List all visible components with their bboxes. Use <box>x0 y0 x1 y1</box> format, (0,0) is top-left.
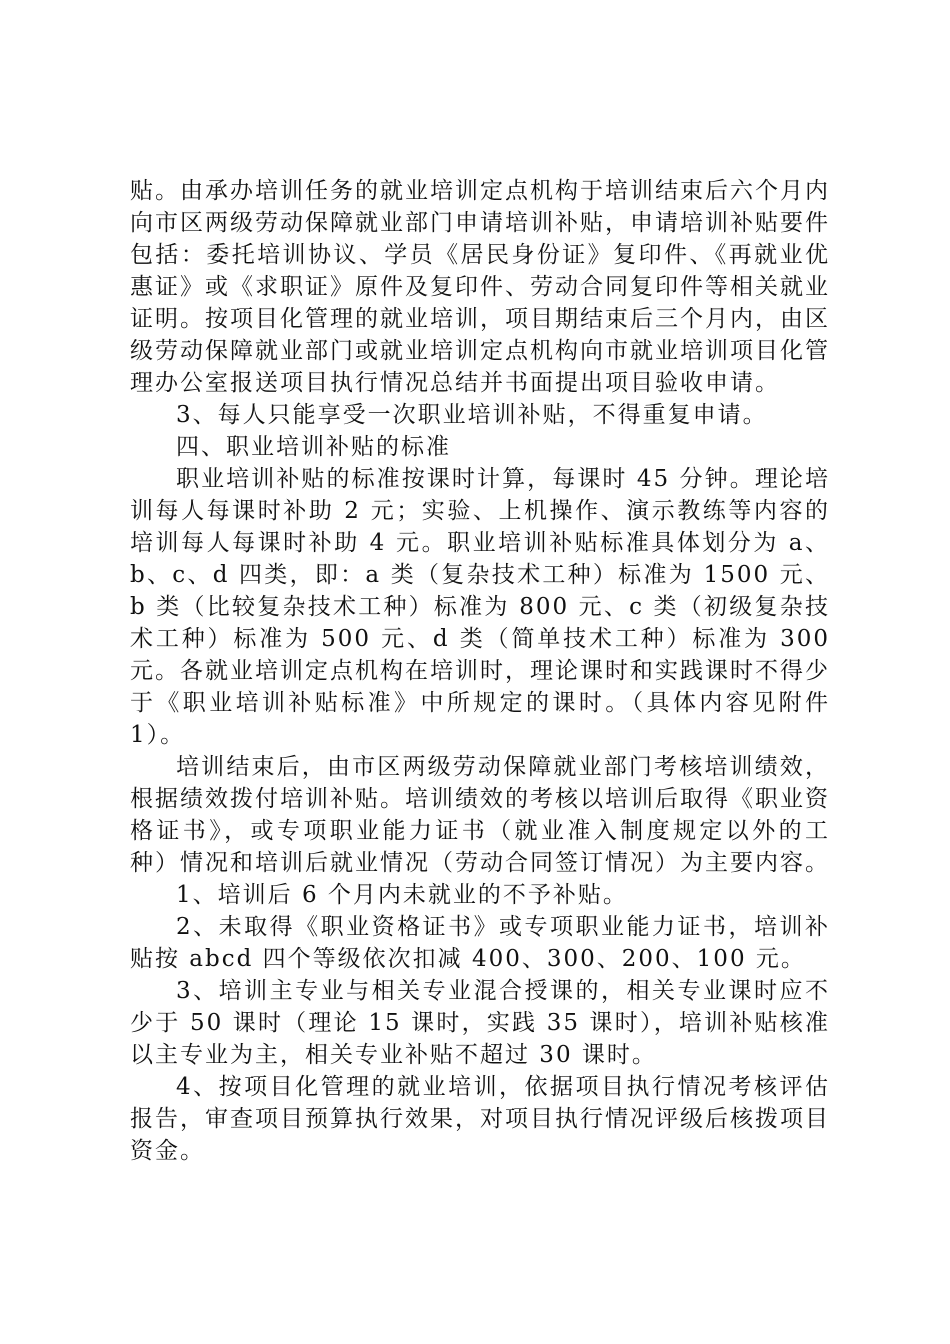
paragraph-assessment: 培训结束后，由市区两级劳动保障就业部门考核培训绩效，根据绩效拨付培训补贴。培训绩效的考核以培训后取得《职业资格证书》，或专项职业能力证书（就业准入制度规定以外的工种）情况和培训后就业情况（劳动合同签订情况）为主要内容。 <box>130 754 830 876</box>
section-heading-4: 四、职业培训补贴的标准 <box>176 434 451 460</box>
list-item-1: 1、培训后 6 个月内未就业的不予补贴。 <box>176 882 628 908</box>
list-item-4: 4、按项目化管理的就业培训，依据项目执行情况考核评估报告，审查项目预算执行效果，对项目执行情况评级后核拨项目资金。 <box>130 1074 830 1164</box>
list-item-3: 3、培训主专业与相关专业混合授课的，相关专业课时应不少于 50 课时（理论 15 课时，实践 35 课时），培训补贴核准以主专业为主，相关专业补贴不超过 30 课时。 <box>130 978 830 1068</box>
paragraph-rule-3: 3、每人只能享受一次职业培训补贴，不得重复申请。 <box>176 402 768 428</box>
document-body <box>130 175 840 1167</box>
paragraph-subsidy-standard: 职业培训补贴的标准按课时计算，每课时 45 分钟。理论培训每人每课时补助 2 元；实验、上机操作、演示教练等内容的培训每人每课时补助 4 元。职业培训补贴标准具体划分为 a、b、c、d 四类，即：a 类（复杂技术工种）标准为 1500 元、b 类（比较复杂技术工种）标准为 800 元、c 类（初级复杂技术工种）标准为 500 元、d 类（简单技术工种）标准为 300 元。各就业培训定点机构在培训时，理论课时和实践课时不得少于《职业培训补贴标准》中所规定的课时。（具体内容见附件 1）。 <box>130 466 840 748</box>
paragraph-subsidy-application: 贴。由承办培训任务的就业培训定点机构于培训结束后六个月内向市区两级劳动保障就业部门申请培训补贴，申请培训补贴要件包括：委托培训协议、学员《居民身份证》复印件、《再就业优惠证》或《求职证》原件及复印件、劳动合同复印件等相关就业证明。按项目化管理的就业培训，项目期结束后三个月内，由区级劳动保障就业部门或就业培训定点机构向市就业培训项目化管理办公室报送项目执行情况总结并书面提出项目验收申请。 <box>130 178 830 396</box>
list-item-2: 2、未取得《职业资格证书》或专项职业能力证书，培训补贴按 abcd 四个等级依次扣减 400、300、200、100 元。 <box>130 914 830 972</box>
